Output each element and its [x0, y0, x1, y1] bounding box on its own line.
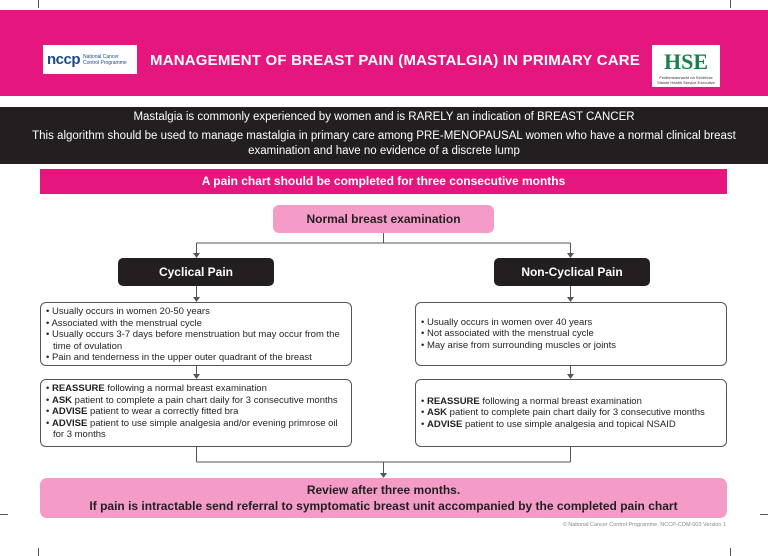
action-verb: ASK: [426, 407, 448, 419]
copyright-footer: © National Cancer Control Programme. NCCP-COM-003 Version 1: [562, 522, 726, 528]
svg-text:HSE: HSE: [663, 49, 709, 74]
action-text: patient to use simple analgesia and/or evening primrose oil for 3 months: [53, 417, 338, 440]
cyclical-actions-box: [40, 379, 352, 447]
list-item: • Associated with the menstrual cycle: [46, 317, 202, 329]
action-text: following a normal breast examination: [479, 395, 642, 407]
list-item: • ASK patient to complete pain chart daily for 3 consecutive months: [421, 407, 705, 419]
action-verb: ADVISE: [51, 406, 88, 417]
action-text: patient to complete pain chart daily for 3 consecutive months: [447, 407, 705, 419]
non-cyclical-actions-box: [415, 379, 727, 447]
review-line-2: If pain is intractable send referral to symptomatic breast unit accompanied by the completed pain chart: [89, 499, 678, 513]
list-item: • Not associated with the menstrual cycle: [421, 328, 594, 340]
list-item: • ADVISE patient to use simple analgesia and/or evening primrose oil for 3 months: [46, 417, 338, 440]
action-verb: ADVISE: [51, 417, 88, 429]
nccp-logo-mark: nccp: [47, 51, 81, 68]
list-item: • REASSURE following a normal breast examination: [46, 383, 267, 394]
hse-logo-subtitle: Feidhmeannacht na Seirbhíse Sláinte Health Service Executive: [657, 75, 715, 85]
action-verb: REASSURE: [426, 395, 480, 407]
intro-line-2: This algorithm should be used to manage mastalgia in primary care among PRE-MENOPAUSAL women who have a normal clinical breast examination and have no evidence of a discrete lump: [32, 130, 736, 157]
start-node: Normal breast examination: [273, 205, 494, 233]
action-verb: ADVISE: [426, 418, 463, 430]
page-title: MANAGEMENT OF BREAST PAIN (MASTALGIA) IN PRIMARY CARE: [150, 52, 641, 69]
review-node: [40, 478, 727, 518]
non-cyclical-features-box: [415, 302, 727, 366]
action-text: patient to wear a correctly fitted bra: [87, 406, 239, 417]
list-item: • Usually occurs 3-7 days before menstruation but may occur from the time of ovulation: [46, 329, 340, 352]
pain-chart-bar: A pain chart should be completed for three consecutive months: [40, 169, 727, 194]
action-text: patient to complete a pain chart daily for 3 consecutive months: [72, 394, 338, 406]
list-item: • May arise from surrounding muscles or joints: [421, 339, 616, 351]
action-verb: ASK: [51, 394, 73, 406]
action-text: patient to use simple analgesia and topical NSAID: [462, 418, 676, 430]
list-item: • Usually occurs in women over 40 years: [421, 316, 593, 328]
action-verb: REASSURE: [51, 383, 105, 394]
action-text: following a normal breast examination: [104, 383, 267, 394]
nccp-logo-subtitle: National Cancer Control Programme: [83, 53, 127, 66]
list-item: • REASSURE following a normal breast examination: [421, 395, 642, 407]
cyclical-features-box: [40, 302, 352, 366]
cyclical-pain-node: Cyclical Pain: [118, 258, 274, 286]
non-cyclical-pain-node: Non-Cyclical Pain: [494, 258, 650, 286]
list-item: • Usually occurs in women 20-50 years: [46, 306, 210, 317]
list-item: • ASK patient to complete a pain chart daily for 3 consecutive months: [46, 394, 338, 406]
list-item: • ADVISE patient to use simple analgesia and topical NSAID: [421, 418, 676, 430]
intro-line-1: Mastalgia is commonly experienced by women and is RARELY an indication of BREAST CANCER: [133, 111, 635, 123]
list-item: • ADVISE patient to wear a correctly fitted bra: [46, 406, 239, 417]
list-item: • Pain and tenderness in the upper outer quadrant of the breast: [46, 352, 312, 363]
review-line-1: Review after three months.: [306, 483, 461, 497]
